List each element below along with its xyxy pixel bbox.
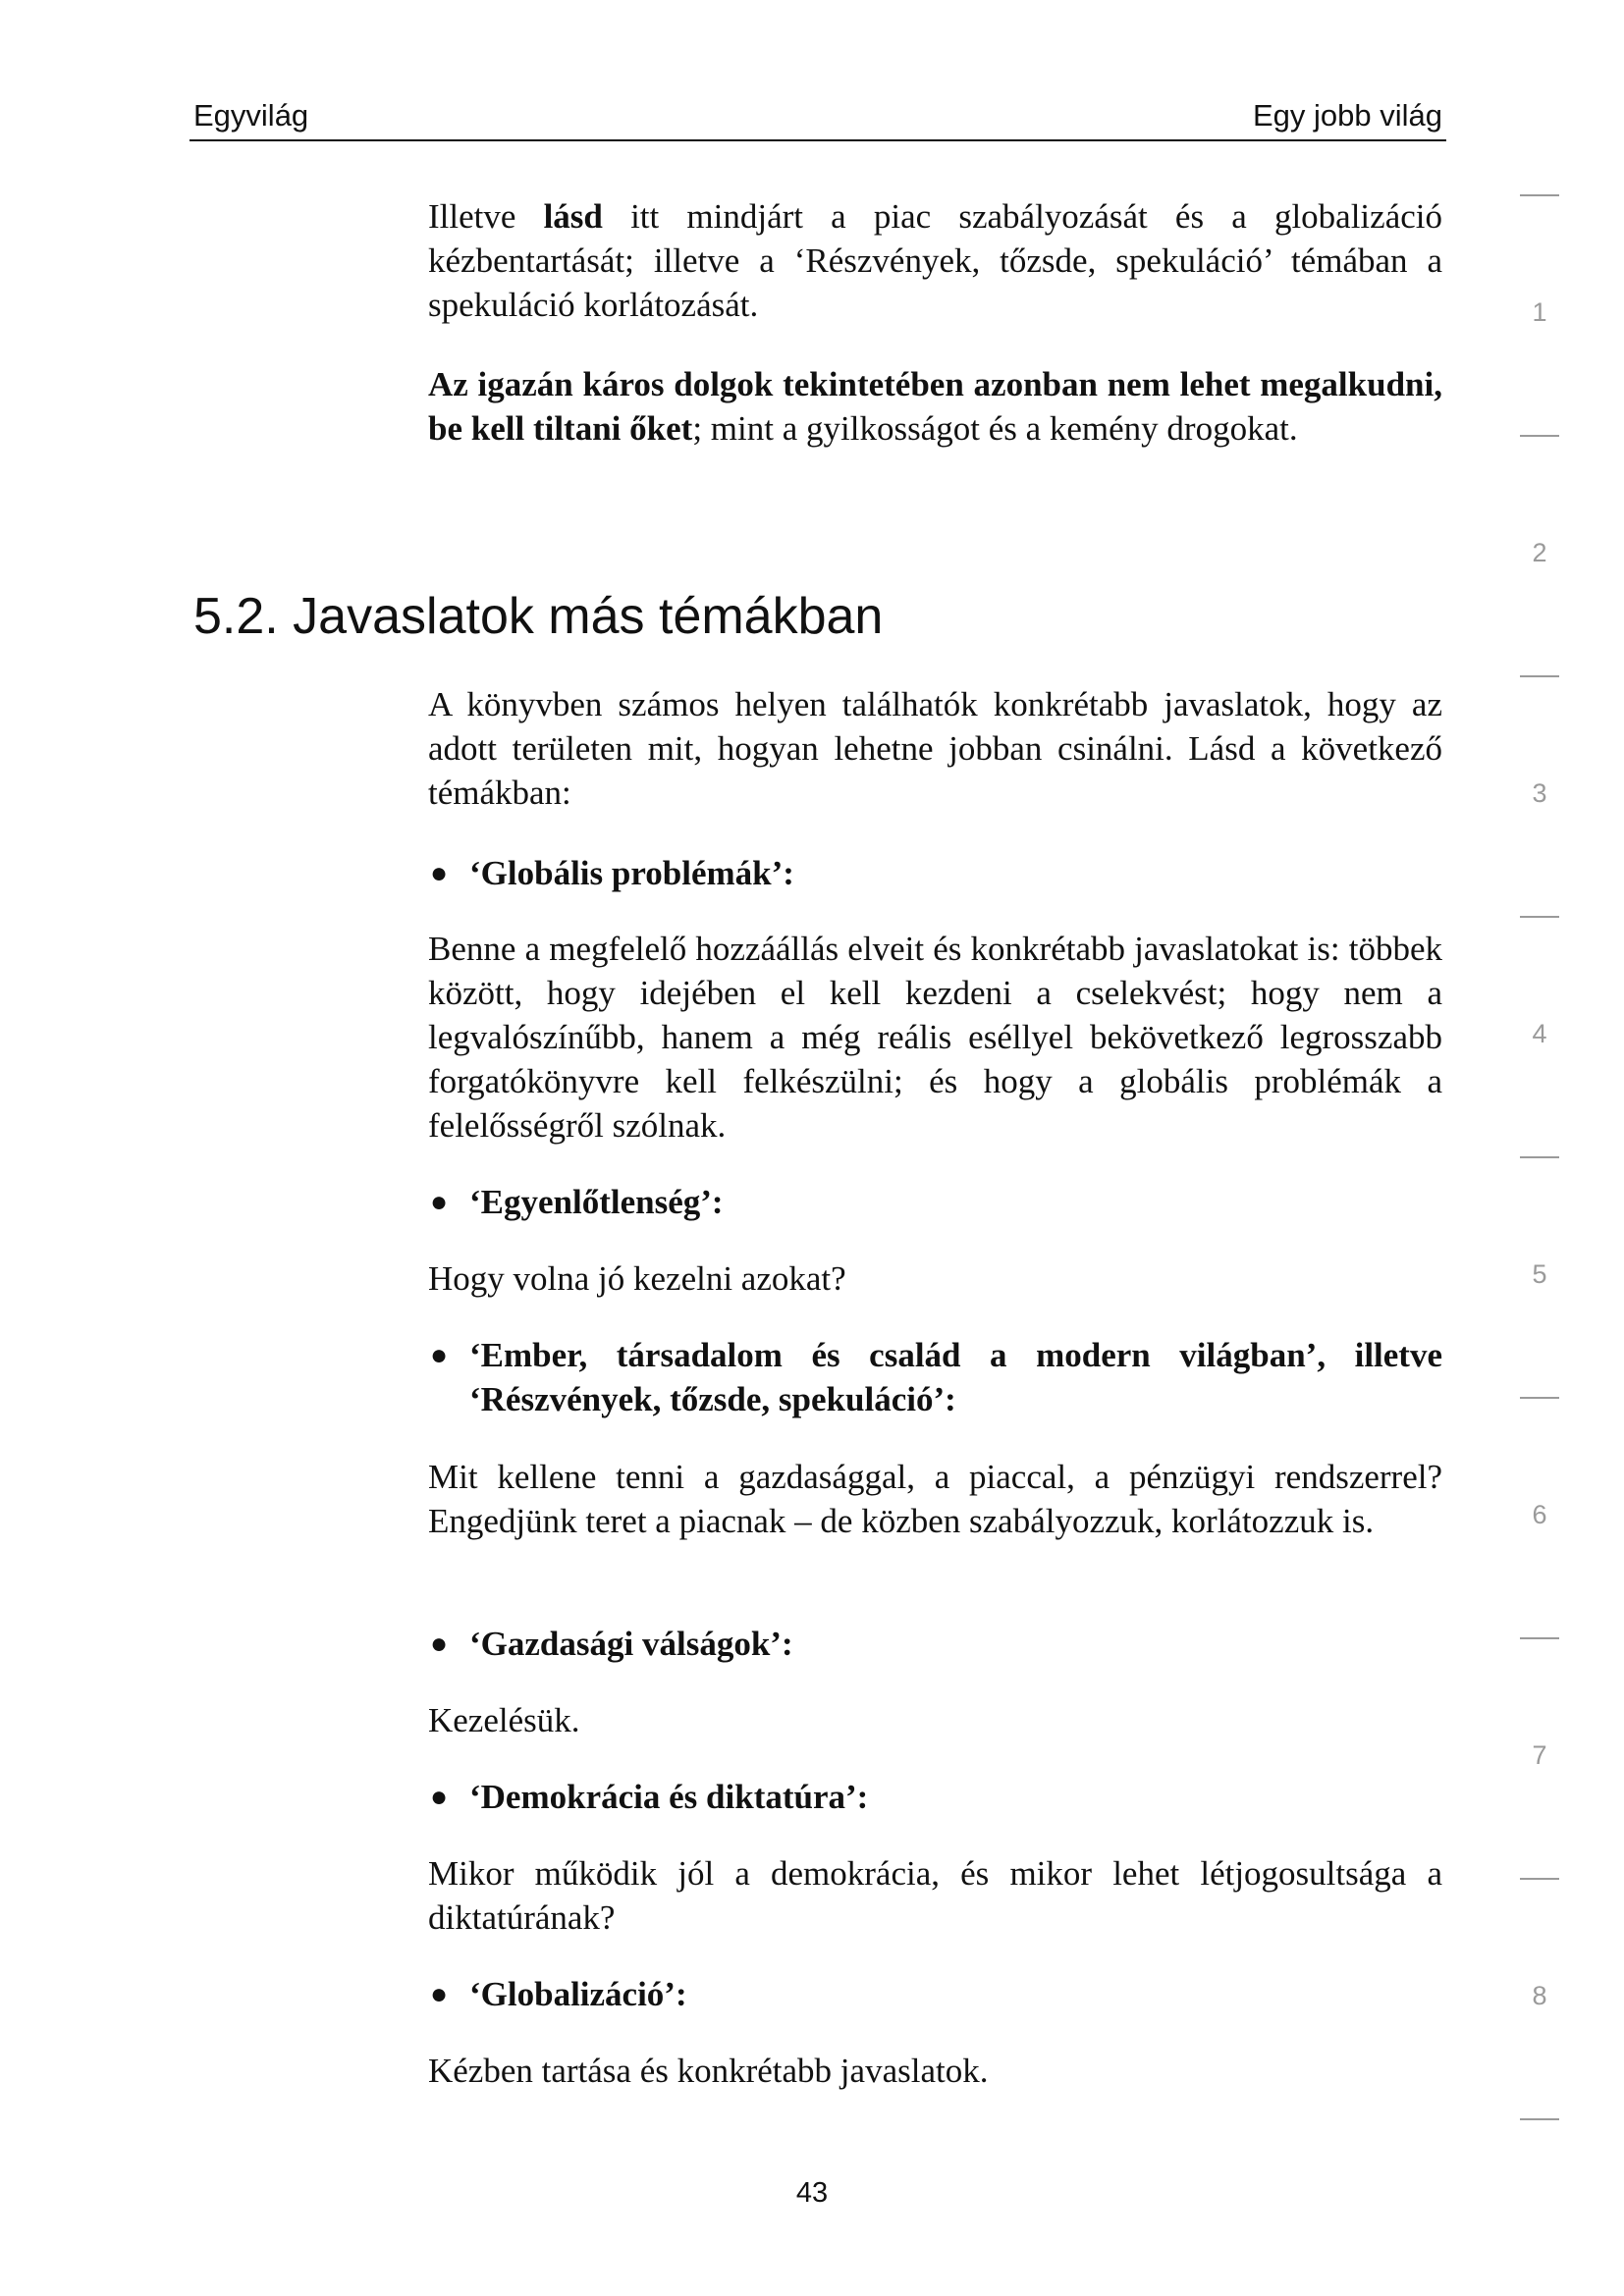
topic-heading-text: ‘Globalizáció’: xyxy=(469,1975,687,2013)
margin-number: 5 xyxy=(1532,1259,1547,1289)
bullet-icon: ● xyxy=(430,1186,449,1218)
section-intro-paragraph: A könyvben számos helyen találhatók konkrétabb javaslatok, hogy az adott területen mit, hogyan lehetne jobban csinálni. Lásd a következő témákban: xyxy=(428,685,1442,812)
topic-heading-text: ‘Ember, társadalom és család a modern világban’, illetve ‘Részvények, tőzsde, spekuláció’: xyxy=(469,1336,1442,1418)
topic-heading-5 xyxy=(428,1775,1442,1819)
margin-tick xyxy=(1520,1156,1559,1158)
running-header xyxy=(189,98,1446,141)
bullet-icon: ● xyxy=(430,1781,449,1813)
margin-number: 4 xyxy=(1532,1019,1547,1048)
intro-paragraph-1 xyxy=(428,194,1442,327)
margin-number: 3 xyxy=(1532,778,1547,808)
bullet-icon: ● xyxy=(430,1628,449,1660)
margin-tick xyxy=(1520,675,1559,677)
intro-p1-lead: Illetve xyxy=(428,197,544,236)
margin-tick xyxy=(1520,1397,1559,1399)
bullet-icon: ● xyxy=(430,1978,449,2010)
margin-tick xyxy=(1520,2118,1559,2120)
topic-heading-6 xyxy=(428,1972,1442,2016)
intro-p1-rest: itt mindjárt a piac szabályozását és a globalizáció kézbentartását; illetve a ‘Részvények, tőzsde, spekuláció’ témában a spekuláció korlátozását. xyxy=(428,197,1442,324)
intro-p2-rest: ; mint a gyilkosságot és a kemény drogokat. xyxy=(692,409,1298,448)
margin-tick xyxy=(1520,1637,1559,1639)
topic-heading-text: ‘Gazdasági válságok’: xyxy=(469,1625,793,1663)
margin-number: 8 xyxy=(1532,1981,1547,2010)
bullet-icon: ● xyxy=(430,857,449,889)
page-number: 43 xyxy=(795,2177,829,2209)
topic-text-3: Mit kellene tenni a gazdasággal, a piaccal, a pénzügyi rendszerrel? Engedjünk teret a piacnak – de közben szabályozzuk, korlátozzuk is. xyxy=(428,1458,1442,1540)
margin-tick xyxy=(1520,194,1559,196)
bullet-icon: ● xyxy=(430,1339,449,1371)
margin-number: 7 xyxy=(1532,1740,1547,1770)
topic-heading-text: ‘Demokrácia és diktatúra’: xyxy=(469,1778,869,1816)
topic-heading-text: ‘Globális problémák’: xyxy=(469,854,794,892)
topic-text-1: Benne a megfelelő hozzáállás elveit és konkrétabb javaslatokat is: többek között, hogy idejében el kell kezdeni a cselekvést; hogy nem a legvalószínűbb, hanem a még reális eséllyel bekövetkező legrosszabb forgatókönyvre kell felkészülni; és hogy a globális problémák a felelősségről szólnak. xyxy=(428,930,1442,1145)
topic-heading-3 xyxy=(428,1333,1442,1421)
intro-p2-emphasis: Az igazán káros dolgok tekintetében azonban nem lehet megalkudni, be kell tiltani őket xyxy=(428,365,1442,448)
section-title: 5.2. Javaslatok más témákban xyxy=(193,588,884,645)
intro-paragraph-2 xyxy=(428,362,1442,451)
topic-text-4: Kezelésük. xyxy=(428,1701,580,1739)
intro-p1-emphasis: lásd xyxy=(543,197,603,236)
topic-text-6: Kézben tartása és konkrétabb javaslatok. xyxy=(428,2052,989,2090)
margin-number: 2 xyxy=(1532,538,1547,567)
header-right-title: Egy jobb világ xyxy=(1252,98,1442,133)
margin-tick xyxy=(1520,435,1559,437)
margin-tick xyxy=(1520,916,1559,918)
topic-text-2: Hogy volna jó kezelni azokat? xyxy=(428,1259,846,1298)
margin-tick xyxy=(1520,1878,1559,1880)
topic-heading-2 xyxy=(428,1180,1442,1224)
margin-number: 6 xyxy=(1532,1500,1547,1529)
topic-heading-4 xyxy=(428,1622,1442,1666)
header-left-title: Egyvilág xyxy=(193,98,309,133)
topic-text-5: Mikor működik jól a demokrácia, és mikor lehet létjogosultsága a diktatúrának? xyxy=(428,1854,1442,1937)
topic-heading-1 xyxy=(428,851,1442,895)
topic-heading-text: ‘Egyenlőtlenség’: xyxy=(469,1183,724,1221)
margin-number: 1 xyxy=(1532,297,1547,327)
